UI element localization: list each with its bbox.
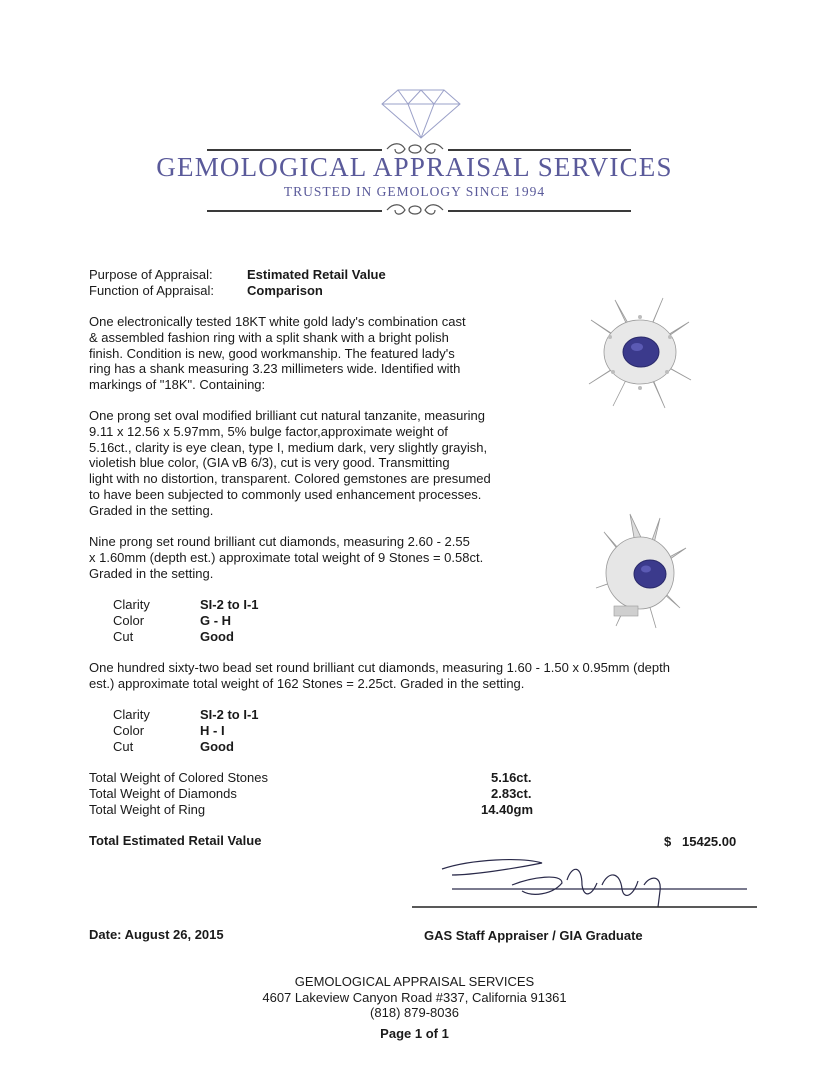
purpose-label: Purpose of Appraisal:: [89, 267, 213, 282]
grade1-clarity-label: Clarity: [113, 597, 150, 612]
grade1-cut-label: Cut: [113, 629, 134, 644]
function-label: Function of Appraisal:: [89, 283, 215, 298]
total-ring-value: 14.40gm: [481, 802, 534, 817]
ring-description: One electronically tested 18KT white gold lady's combination cast & assembled fashion ring with a split shank with a bright polish finish. Condition is new, good workmanship. The featured lady's ring has a shank measuring 3.23 millimeters wide. Identified with markings of "18K". Containing:: [89, 314, 466, 393]
retail-currency: $: [664, 834, 672, 849]
appraiser-signature: [412, 855, 757, 915]
logo-rule-bottom: [207, 210, 382, 212]
total-ring-label: Total Weight of Ring: [89, 802, 206, 817]
page-number: Page 1 of 1: [380, 1026, 449, 1041]
grade2-cut-value: Good: [200, 739, 234, 754]
retail-value: 15425.00: [682, 834, 737, 849]
grade2-color-label: Color: [113, 723, 145, 738]
diamond-logo-icon: [378, 86, 464, 140]
logo-rule-bottom-right: [448, 210, 631, 212]
appraiser-title: GAS Staff Appraiser / GIA Graduate: [424, 928, 643, 943]
total-colored-label: Total Weight of Colored Stones: [89, 770, 268, 785]
total-colored-value: 5.16ct.: [491, 770, 532, 785]
footer-company: GEMOLOGICAL APPRAISAL SERVICES: [294, 974, 535, 989]
ring-photo-side: [590, 508, 690, 633]
purpose-value: Estimated Retail Value: [247, 267, 386, 282]
grade2-clarity-value: SI-2 to I-1: [200, 707, 259, 722]
total-diamonds-label: Total Weight of Diamonds: [89, 786, 237, 801]
retail-value-label: Total Estimated Retail Value: [89, 833, 262, 848]
logo-rule-top: [207, 149, 382, 151]
company-tagline: TRUSTED IN GEMOLOGY SINCE 1994: [283, 184, 546, 199]
bead-diamonds-description: One hundred sixty-two bead set round brilliant cut diamonds, measuring 1.60 - 1.50 x 0.95mm (depth est.) approximate total weight of 162 Stones = 2.25ct. Graded in the setting.: [89, 660, 670, 691]
grade1-cut-value: Good: [200, 629, 234, 644]
flourish-bottom-icon: [383, 201, 447, 219]
appraisal-date: Date: August 26, 2015: [89, 927, 224, 942]
grade1-color-value: G - H: [200, 613, 232, 628]
function-value: Comparison: [247, 283, 323, 298]
grade2-cut-label: Cut: [113, 739, 134, 754]
total-diamonds-value: 2.83ct.: [491, 786, 532, 801]
grade1-color-label: Color: [113, 613, 145, 628]
tanzanite-description: One prong set oval modified brilliant cut natural tanzanite, measuring 9.11 x 12.56 x 5.97mm, 5% bulge factor,approximate weight of 5.16ct., clarity is eye clean, type I, medium dark, very slightly grayish, violetish blue color, (GIA vB 6/3), cut is very good. Transmitting light with no distortion, transparent. Colored gemstones are presumed to have been subjected to commonly used enhancement processes. Graded in the setting.: [89, 408, 491, 518]
ring-photo-top: [585, 292, 695, 412]
grade2-clarity-label: Clarity: [113, 707, 150, 722]
footer-phone: (818) 879-8036: [370, 1005, 459, 1020]
company-title: GEMOLOGICAL APPRAISAL SERVICES: [156, 152, 673, 182]
prong-diamonds-description: Nine prong set round brilliant cut diamonds, measuring 2.60 - 2.55 x 1.60mm (depth est.) approximate total weight of 9 Stones = 0.58ct. Graded in the setting.: [89, 534, 484, 581]
grade1-clarity-value: SI-2 to I-1: [200, 597, 259, 612]
footer-address: 4607 Lakeview Canyon Road #337, California 91361: [262, 990, 567, 1005]
logo-rule-top-right: [448, 149, 631, 151]
grade2-color-value: H - I: [200, 723, 225, 738]
